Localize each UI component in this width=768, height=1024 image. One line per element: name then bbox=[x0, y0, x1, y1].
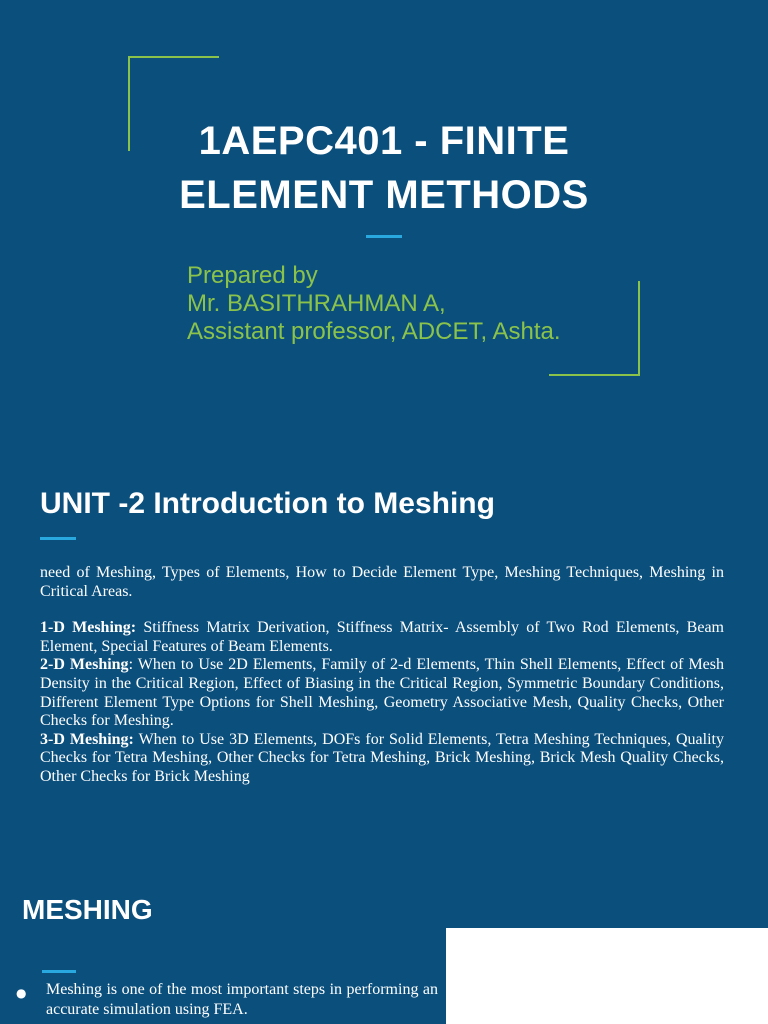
prepared-by-block bbox=[187, 262, 561, 346]
section-label-2d: 2-D Meshing bbox=[40, 656, 129, 674]
paragraph-gap bbox=[40, 601, 724, 619]
corner-frame-top-left bbox=[128, 56, 219, 58]
prepared-by-label: Prepared by bbox=[187, 262, 318, 289]
syllabus-section-2d bbox=[40, 656, 724, 730]
bullet-icon: ● bbox=[16, 986, 27, 1000]
title-slide bbox=[0, 0, 768, 440]
section-text-3d: When to Use 3D Elements, DOFs for Solid Elements, Tetra Meshing Techniques, Quality Checks for Tetra Meshing, Other Checks for Tetra Meshing, Brick Meshing, Brick Mesh Quality Checks, Other Checks for Brick Meshing bbox=[40, 730, 724, 785]
meshing-heading-divider bbox=[42, 970, 76, 973]
course-title-line-1: 1AEPC401 - FINITE bbox=[198, 119, 570, 163]
meshing-slide bbox=[0, 880, 768, 1024]
meshing-bullet-text: Meshing is one of the most important steps in performing an accurate simulation using FEA. bbox=[46, 981, 438, 1018]
corner-frame-bottom-right-vertical bbox=[638, 281, 640, 376]
course-title-line-2: ELEMENT METHODS bbox=[179, 173, 589, 217]
syllabus-section-1d bbox=[40, 619, 724, 656]
author-name: Mr. BASITHRAHMAN A, bbox=[187, 290, 446, 317]
unit-heading-divider bbox=[40, 537, 76, 540]
course-title bbox=[130, 114, 638, 222]
meshing-heading: MESHING bbox=[22, 894, 153, 925]
unit-syllabus bbox=[40, 564, 724, 787]
syllabus-intro: need of Meshing, Types of Elements, How to Decide Element Type, Meshing Techniques, Meshing in Critical Areas. bbox=[40, 564, 724, 600]
unit-slide bbox=[0, 440, 768, 880]
title-divider bbox=[366, 235, 402, 238]
section-text-2d: : When to Use 2D Elements, Family of 2-d Elements, Thin Shell Elements, Effect of Mesh Density in the Critical Region, Effect of Biasing in the Critical Region, Symmetric Boundary Conditions, Different Element Type Options for Shell Meshing, Geometry Associative Mesh, Quality Checks, Other Checks for Meshing. bbox=[40, 656, 724, 730]
image-placeholder bbox=[446, 928, 768, 1024]
section-label-1d: 1-D Meshing: bbox=[40, 619, 137, 637]
section-text-1d: Stiffness Matrix Derivation, Stiffness Matrix- Assembly of Two Rod Elements, Beam Element, Special Features of Beam Elements. bbox=[40, 619, 724, 655]
author-affiliation: Assistant professor, ADCET, Ashta. bbox=[187, 318, 561, 345]
section-label-3d: 3-D Meshing: bbox=[40, 730, 134, 748]
syllabus-section-3d bbox=[40, 731, 724, 787]
unit-heading: UNIT -2 Introduction to Meshing bbox=[40, 487, 495, 520]
corner-frame-bottom-right bbox=[549, 374, 640, 376]
